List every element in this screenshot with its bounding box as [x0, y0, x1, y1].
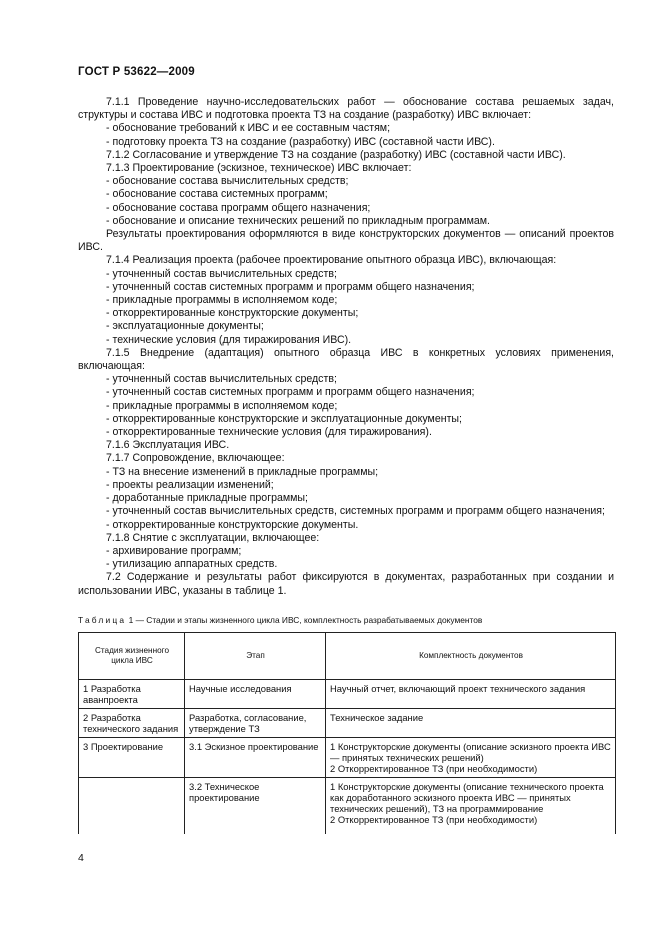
paragraph: 7.1.3 Проектирование (эскизное, техническое) ИВС включает: [106, 162, 412, 175]
cell-step: Научные исследования [185, 680, 326, 709]
paragraph: - уточненный состав вычислительных средств; [106, 373, 337, 386]
paragraph: - утилизацию аппаратных средств. [106, 558, 278, 571]
paragraph: - уточненный состав системных программ и программ общего назначения; [106, 386, 475, 399]
cell-documents: 1 Конструкторские документы (описание технического проекта как доработанного эскизного проекта ИВС — принятых технических решений), ТЗ на программирование 2 Откорректированное ТЗ (при необходимости) [326, 778, 616, 835]
table-row [79, 778, 616, 835]
page-number: 4 [78, 852, 84, 864]
paragraph: 7.1.2 Согласование и утверждение ТЗ на создание (разработку) ИВС (составной части ИВС). [106, 148, 566, 161]
paragraph: 7.1.8 Снятие с эксплуатации, включающее: [106, 531, 320, 544]
paragraph: - эксплуатационные документы; [106, 320, 264, 333]
cell-stage: 3 Проектирование [79, 738, 185, 778]
paragraph: - прикладные программы в исполняемом коде; [106, 399, 338, 412]
paragraph: - ТЗ на внесение изменений в прикладные программы; [106, 465, 379, 478]
paragraph: 7.1.1 Проведение научно-исследовательских работ — обоснование состава решаемых задач, структуры и состава ИВС и подготовка проекта ТЗ на создание (разработку) ИВС включает: [78, 96, 614, 122]
paragraph: - архивирование программ; [106, 544, 242, 557]
cell-step: 3.1 Эскизное проектирование [185, 738, 326, 778]
paragraph: - откорректированные технические условия (для тиражирования). [106, 426, 432, 439]
paragraph: - обоснование состава системных программ; [106, 188, 328, 201]
table-caption-text: 1 — Стадии и этапы жизненного цикла ИВС, комплектность разрабатываемых документов [128, 615, 483, 625]
paragraph: - прикладные программы в исполняемом коде; [106, 294, 338, 307]
lifecycle-table [78, 632, 616, 834]
paragraph: - уточненный состав вычислительных средств, системных программ и программ общего назначения; [106, 505, 605, 518]
paragraph: - подготовку проекта ТЗ на создание (разработку) ИВС (составной части ИВС). [106, 135, 495, 148]
table-caption-label: Таблица [78, 615, 127, 625]
header-documents: Комплектность документов [326, 633, 616, 680]
header-stage: Стадия жизненного цикла ИВС [79, 633, 185, 680]
cell-step: 3.2 Техническое проектирование [185, 778, 326, 835]
table-caption [78, 615, 618, 625]
table-header-row [79, 633, 616, 680]
paragraph: - обоснование требований к ИВС и ее составным частям; [106, 122, 391, 135]
table-row [79, 680, 616, 709]
cell-step: Разработка, согласование, утверждение ТЗ [185, 709, 326, 738]
paragraph: - уточненный состав вычислительных средств; [106, 267, 337, 280]
paragraph: - проекты реализации изменений; [106, 478, 274, 491]
table-row [79, 709, 616, 738]
cell-documents: 1 Конструкторские документы (описание эскизного проекта ИВС — принятых технических решений) 2 Откорректированное ТЗ (при необходимости) [326, 738, 616, 778]
paragraph: - откорректированные конструкторские документы; [106, 307, 359, 320]
cell-documents: Научный отчет, включающий проект технического задания [326, 680, 616, 709]
cell-documents: Техническое задание [326, 709, 616, 738]
header-step: Этап [185, 633, 326, 680]
paragraph: 7.1.7 Сопровождение, включающее: [106, 452, 285, 465]
paragraph: - обоснование состава программ общего назначения; [106, 201, 371, 214]
paragraph: - технические условия (для тиражирования ИВС). [106, 333, 352, 346]
paragraph: - уточненный состав системных программ и программ общего назначения; [106, 280, 475, 293]
paragraph: Результаты проектирования оформляются в виде конструкторских документов — описаний проектов ИВС. [78, 228, 614, 254]
paragraph: - откорректированные конструкторские документы. [106, 518, 359, 531]
table-row [79, 738, 616, 778]
cell-stage: 2 Разработка технического задания [79, 709, 185, 738]
paragraph: - откорректированные конструкторские и эксплуатационные документы; [106, 412, 462, 425]
cell-stage: 1 Разработка аванпроекта [79, 680, 185, 709]
paragraph: 7.1.5 Внедрение (адаптация) опытного образца ИВС в конкретных условиях применения, включающая: [78, 346, 614, 373]
cell-stage [79, 778, 185, 835]
document-body [78, 96, 614, 598]
paragraph: 7.1.6 Эксплуатация ИВС. [106, 439, 230, 452]
paragraph: - обоснование и описание технических решений по прикладным программам. [106, 214, 490, 227]
paragraph: - обоснование состава вычислительных средств; [106, 175, 349, 188]
paragraph: - доработанные прикладные программы; [106, 492, 308, 505]
paragraph: 7.1.4 Реализация проекта (рабочее проектирование опытного образца ИВС), включающая: [106, 254, 557, 267]
document-header: ГОСТ Р 53622—2009 [78, 66, 195, 78]
paragraph: 7.2 Содержание и результаты работ фиксируются в документах, разработанных при создании и использовании ИВС, указаны в таблице 1. [78, 571, 614, 597]
